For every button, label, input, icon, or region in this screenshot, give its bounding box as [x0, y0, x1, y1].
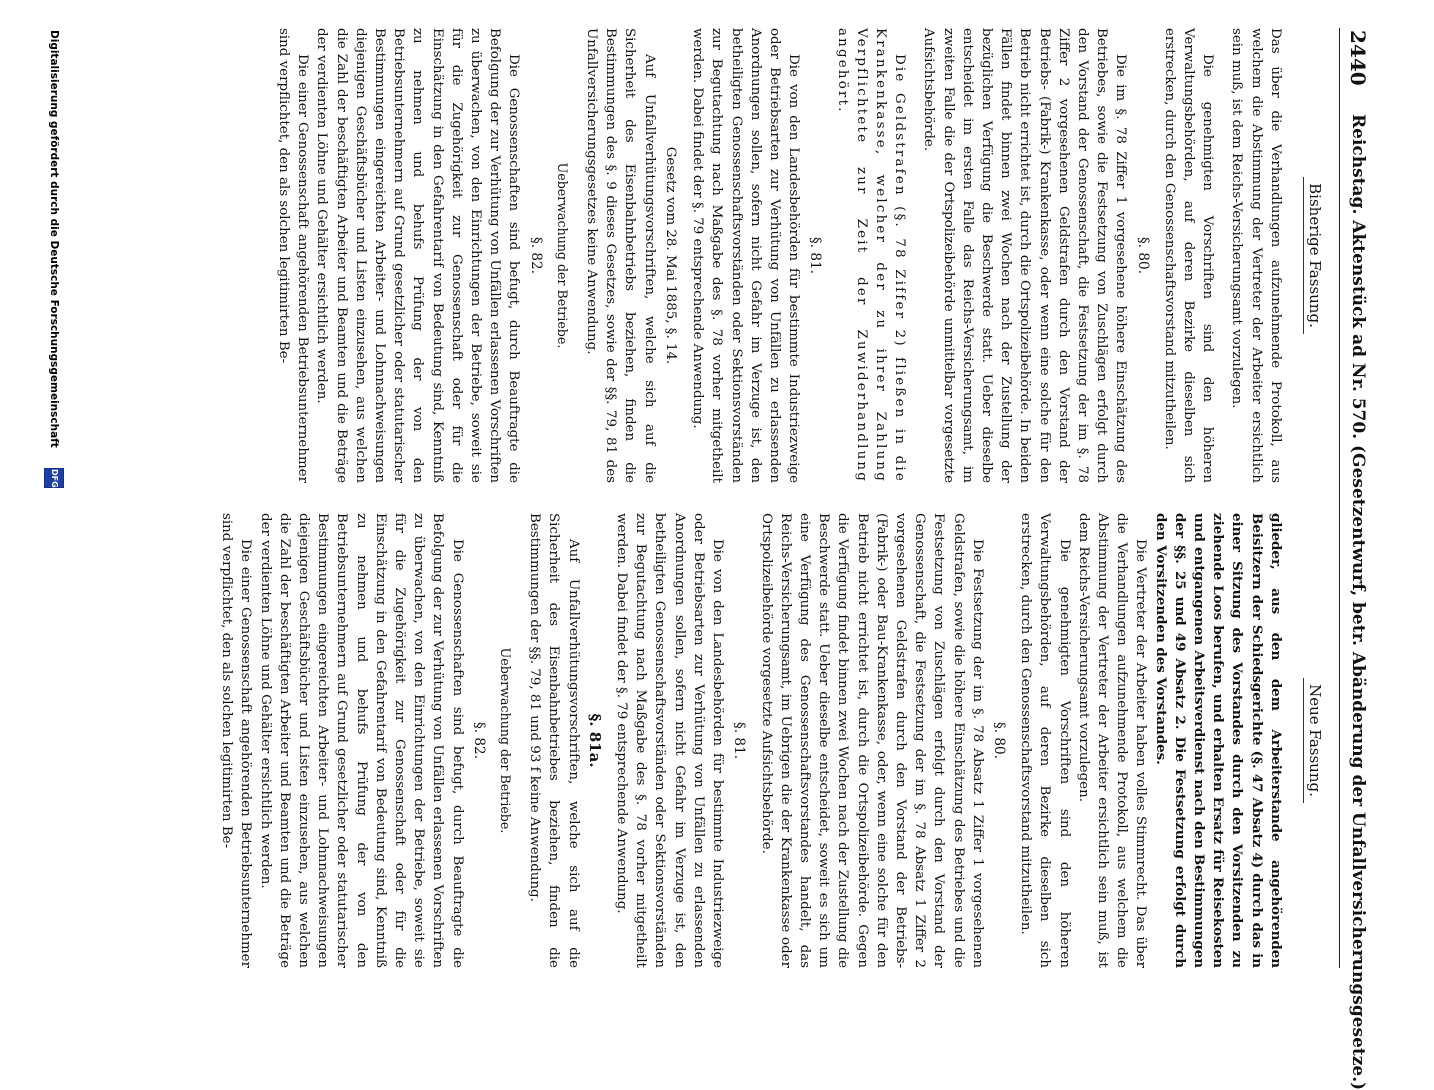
law-reference: Gesetz vom 28. Mai 1885, §. 14. — [662, 146, 678, 365]
section-heading-82: §. 82. — [527, 236, 544, 275]
paragraph: Die im §. 78 Ziffer 1 vorgesehene höhere Einschätzung des Betriebes, sowie die Festsetzung von Zuschlägen erfolgt durch den Vorstand der Genossenschaft, die Festsetzung der im §. 78 Ziffer 2 vorgesehenen Geldstrafen durch den Vorstand der Betriebs- (Fabrik-) Krankenkasse, oder wenn eine solche für den Betrieb nicht errichtet ist, durch die Ortspolizeibehörde. In beiden Fällen findet binnen zwei Wochen nach der Zustellung der bezüglichen Verfügung die Beschwerde statt. Ueber dieselbe entscheidet im ersten Falle das Reichs-Versicherungsamt, im zweiten Falle die der Ortspolizeibehörde unmittelbar vorgesetzte Aufsichtsbehörde. — [921, 28, 1129, 483]
paragraph: Die einer Genossenschaft angehörenden Betriebsunternehmer sind verpflichtet, den als solchen legitimirten Be- — [219, 513, 254, 968]
section-heading-81: §. 81. — [731, 721, 748, 760]
section-heading-81: §. 81. — [807, 236, 824, 275]
funding-note: Digitalisierung gefördert durch die Deutsche Forschungsgemeinschaft — [48, 30, 60, 448]
subheading-supervision: Ueberwachung der Betriebe. — [554, 162, 570, 349]
paragraph: Die genehmigten Vorschriften sind den höheren Verwaltungsbehörden, auf deren Bezirke dieselben sich erstrecken, durch den Genossenschaftsvorstand mitzutheilen. — [1161, 28, 1216, 483]
paragraph: Die einer Genossenschaft angehörenden Betriebsunternehmer sind verpflichtet, den als solchen legitimirten Be- — [276, 28, 311, 483]
paragraph: Die genehmigten Vorschriften sind den höheren Verwaltungsbehörden, auf deren Bezirke dieselben sich erstrecken, durch den Genossenschaftsvorstand mitzutheilen. — [1018, 513, 1072, 968]
paragraph: Die Festsetzung der im §. 78 Absatz 1 Ziffer 1 vorgesehenen Geldstrafen, sowie die höhere Einschätzung des Betriebes und die Festsetzung von Zuschlägen erfolgt durch den Vorstand der Genossenschaft, die Festsetzung der im §. 78 Absatz 1 Ziffer 2 vorgesehenen Geldstrafen durch den Vorstand der Betriebs- (Fabrik-) oder Bau-Krankenkasse, oder, wenn eine solche für den Betrieb nicht errichtet ist, durch die Ortspolizeibehörde. Gegen die Verfügung findet binnen zwei Wochen nach der Zustellung die Beschwerde statt. Ueber dieselbe entscheidet, soweit es sich um eine Verfügung des Genossenschaftsvorstandes handelt, das Reichs-Versicherungsamt, im Uebrigen die der Krankenkasse oder Ortspolizeibehörde vorgesetzte Aufsichtsbehörde. — [758, 513, 985, 968]
column-heading-previous: Bisherige Fassung. — [1305, 28, 1324, 483]
paragraph: glieder, aus den dem Arbeiterstande angehörenden Beisitzern der Schiedsgerichte (§. 47 Absatz 4) durch das in einer Sitzung des Vorstandes durch den Vorsitzenden zu ziehende Loos berufen, und erhalten Ersatz für Reisekosten und entgangenen Arbeitsverdienst nach den Bestimmungen der §§. 25 und 49 Absatz 2. Die Festsetzung erfolgt durch den Vorsitzenden des Vorstandes. — [1152, 513, 1284, 968]
digitization-footer — [32, 0, 72, 1000]
page-number: 2440 — [1346, 30, 1370, 86]
paragraph: Auf Unfallverhütungsvorschriften, welche sich auf die Sicherheit des Eisenbahnbetriebs beziehen, finden die Bestimmungen des §. 9 dieses Gesetzes, sowie der §§. 79, 81 des Unfallversicherungsgesetzes keine Anwendung. — [584, 28, 657, 483]
column-previous-version — [274, 28, 1324, 483]
dfg-logo-icon: DFG — [44, 468, 64, 488]
paragraph: Die Geldstrafen (§. 78 Ziffer 2) fließen in die Krankenkasse, welcher der zu ihrer Zahlung Verpflichtete zur Zeit der Zuwiderhandlung angehört. — [834, 28, 908, 483]
section-heading-81a: §. 81a. — [585, 713, 604, 768]
column-heading-new: Neue Fassung. — [1305, 513, 1324, 968]
paragraph: Das über die Verhandlungen aufzunehmende Protokoll, aus welchem die Abstimmung der Vertreter der Arbeiter ersichtlich sein muß, ist dem Reichs-Versicherungsamt vorzulegen. — [1229, 28, 1283, 483]
subheading-supervision: Ueberwachung der Betriebe. — [498, 647, 514, 834]
paragraph: Die von den Landesbehörden für bestimmte Industriezweige oder Betriebsarten zur Verhütung von Unfällen zu erlassenden Anordnungen sollen, sofern nicht Gefahr im Verzuge ist, den betheiligten Genossenschaftsvorständen oder Sektionsvorständen zur Begutachtung nach Maßgabe des §. 78 vorher mitgetheilt werden. Dabei findet der §. 79 entsprechende Anwendung. — [614, 513, 726, 968]
document-page — [54, 28, 1374, 1090]
paragraph: Die Genossenschaften sind befugt, durch Beauftragte die Befolgung der zur Verhütung von Unfällen erlassenen Vorschriften zu überwachen, von den Einrichtungen der Betriebe, soweit sie für die Zugehörigkeit zur Genossenschaft oder für die Einschätzung in den Gefahrentarif von Bedeutung sind, Kenntniß zu nehmen und behufs Prüfung der von den Betriebsunternehmern auf Grund gesetzlicher oder statutarischer Bestimmungen eingereichten Arbeiter- und Lohnnachweisungen diejenigen Geschäftsbücher und Listen einzusehen, aus welchen die Zahl der beschäftigten Arbeiter und Beamten und die Beträge der verdienten Löhne und Gehälter ersichtlich werden. — [257, 513, 465, 968]
paragraph: Die Genossenschaften sind befugt, durch Beauftragte die Befolgung der zur Verhütung von Unfällen erlassenen Vorschriften zu überwachen, von den Einrichtungen der Betriebe, soweit sie für die Zugehörigkeit zur Genossenschaft oder für die Einschätzung in den Gefahrentarif von Bedeutung sind, Kenntniß zu nehmen und behufs Prüfung der von den Betriebsunternehmern auf Grund gesetzlicher oder statutarischer Bestimmungen eingereichten Arbeiter- und Lohnnachweisungen diejenigen Geschäftsbücher und Listen einzusehen, aus welchen die Zahl der beschäftigten Arbeiter und Beamten und die Beträge der verdienten Löhne und Gehälter ersichtlich werden. — [314, 28, 522, 483]
paragraph: Die von den Landesbehörden für bestimmte Industriezweige oder Betriebsarten zur Verhütung von Unfällen zu erlassenden Anordnungen sollen, sofern nicht Gefahr im Verzuge ist, den betheiligten Genossenschaftsvorständen oder Sektionsvorständen zur Begutachtung nach Maßgabe des §. 78 vorher mitgetheilt werden. Dabei findet der §. 79 entsprechende Anwendung. — [690, 28, 802, 483]
paragraph: Die Vertreter der Arbeiter haben volles Stimmrecht. Das über die Verhandlungen aufzunehmende Protokoll, aus welchem die Abstimmung der Vertreter der Arbeiter ersichtlich sein muß, ist dem Reichs-Versicherungsamt vorzulegen. — [1075, 513, 1149, 968]
section-heading-80: §. 80. — [990, 721, 1007, 760]
column-new-version — [217, 513, 1324, 968]
page-header — [1339, 28, 1374, 1090]
section-heading-82: §. 82. — [470, 721, 487, 760]
section-heading-80: §. 80. — [1134, 236, 1151, 275]
paragraph: Auf Unfallverhütungsvorschriften, welche sich auf die Sicherheit des Eisenbahnbetriebes beziehen, finden die Bestimmungen der §§. 79, 81 und 93 f keine Anwendung. — [527, 513, 581, 968]
page-title: Reichstag. Aktenstück ad Nr. 570. (Gesetzentwurf, betr. Abänderung der Unfallversicherungsgesetze.) — [1348, 114, 1368, 1090]
